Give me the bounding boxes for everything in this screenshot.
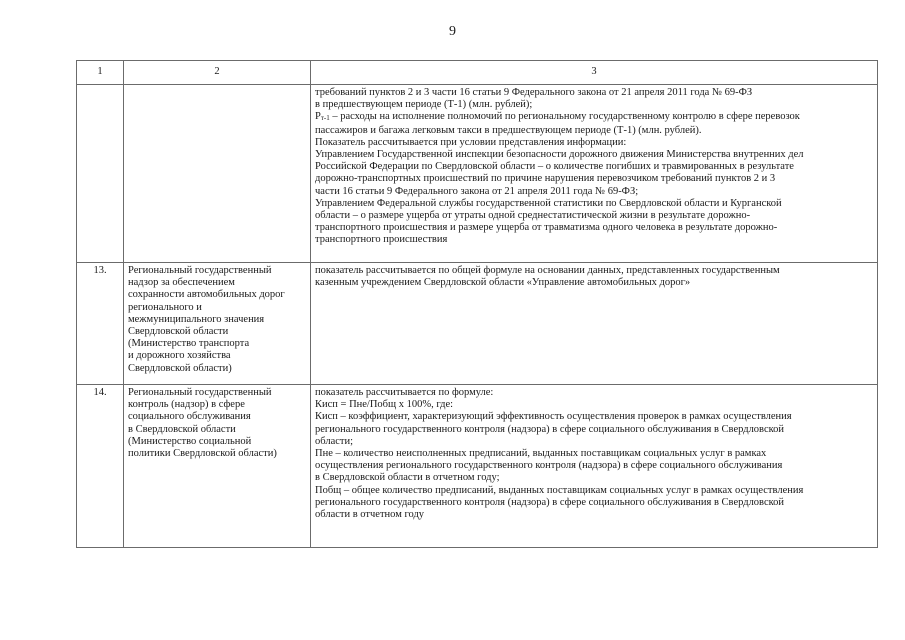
column-header: 1 [77, 61, 124, 85]
description-line: показатель рассчитывается по общей формуле на основании данных, представленных государственным [315, 265, 780, 276]
symbol-base: Р [315, 111, 321, 123]
description-line: дорожно-транспортных происшествий по причине нарушения перевозчиком требований пунктов 2 и 3 [315, 173, 776, 185]
symbol-definition: – расходы на исполнение полномочий по региональному государственному контролю в сфере перевозок [329, 111, 800, 123]
row-number [77, 85, 124, 263]
name-line: Региональный государственный [128, 387, 272, 398]
description-line: Побщ – общее количество предписаний, выданных поставщикам социальных услуг в рамках осуществления [315, 484, 804, 496]
page-number: 9 [449, 24, 456, 39]
description-line: области; [315, 435, 354, 447]
table-header-row [77, 61, 878, 85]
symbol-subscript: т-1 [320, 114, 330, 123]
name-line: Свердловской области) [128, 362, 232, 374]
description-line: регионального государственного контроля (надзора) в сфере социального обслуживания в Свердловской [315, 496, 785, 508]
column-header: 3 [311, 61, 878, 85]
description-line [315, 111, 873, 124]
description-line: области – о размере ущерба от утраты одной среднестатистической жизни в результате дорожно- [315, 210, 751, 222]
name-line: (Министерство транспорта [128, 338, 250, 350]
table-row [77, 85, 878, 263]
name-line: (Министерство социальной [128, 435, 252, 447]
description-line: Пне – количество неисполненных предписаний, выданных поставщикам социальных услуг в рамках [315, 448, 767, 460]
row-description [311, 263, 878, 385]
row-name [124, 85, 311, 263]
name-line: политики Свердловской области) [128, 448, 277, 460]
description-line: Управлением Государственной инспекции безопасности дорожного движения Министерства внутренних дел [315, 149, 804, 161]
description-line: осуществления регионального государственного контроля (надзора) в сфере социального обслуживания [315, 460, 783, 472]
description-line: в Свердловской области в отчетном году; [315, 472, 500, 484]
description-line: Управлением Федеральной службы государственной статистики по Свердловской области и Курганской [315, 197, 782, 209]
name-line: социального обслуживания [128, 411, 251, 423]
name-line: Свердловской области [128, 326, 229, 338]
name-line: и дорожного хозяйства [128, 350, 231, 362]
name-line: межмуниципального значения [128, 313, 265, 325]
name-line: в Свердловской области [128, 423, 236, 435]
column-header: 2 [124, 61, 311, 85]
table-row [77, 263, 878, 385]
table-row [77, 385, 878, 548]
description-line: Показатель рассчитывается при условии представления информации: [315, 136, 627, 148]
description-line: Кисп – коэффициент, характеризующий эффективность осуществления проверок в рамках осуществления [315, 411, 792, 423]
name-line: регионального и [128, 301, 202, 313]
description-line: регионального государственного контроля (надзора) в сфере социального обслуживания в Свердловской [315, 423, 785, 435]
row-description [311, 85, 878, 263]
description-line: части 16 статьи 9 Федерального закона от 21 апреля 2011 года № 69-ФЗ; [315, 185, 639, 197]
row-number: 13. [77, 263, 124, 385]
description-line: области в отчетном году [315, 509, 425, 521]
indicator-table [76, 60, 878, 548]
description-line: требований пунктов 2 и 3 части 16 статьи 9 Федерального закона от 21 апреля 2011 года № 69-ФЗ [315, 87, 753, 98]
row-name [124, 263, 311, 385]
description-line: транспортного происшествия [315, 234, 448, 246]
description-line: Российской Федерации по Свердловской области – о количестве погибших и травмированных в результате [315, 161, 794, 173]
description-line: транспортного происшествия и размере ущерба от травматизма одного человека в результате дорожно- [315, 222, 778, 234]
description-line: казенным учреждением Свердловской области «Управление автомобильных дорог» [315, 277, 691, 289]
row-description [311, 385, 878, 548]
name-line: надзор за обеспечением [128, 277, 235, 289]
name-line: контроль (надзор) в сфере [128, 399, 245, 411]
description-line: в предшествующем периоде (Т-1) (млн. рублей); [315, 99, 533, 111]
name-line: сохранности автомобильных дорог [128, 289, 285, 301]
description-line: пассажиров и багажа легковым такси в предшествующем периоде (Т-1) (млн. рублей). [315, 124, 702, 136]
row-name [124, 385, 311, 548]
row-number: 14. [77, 385, 124, 548]
description-line: Кисп = Пне/Побщ x 100%, где: [315, 399, 454, 411]
description-line: показатель рассчитывается по формуле: [315, 387, 494, 398]
name-line: Региональный государственный [128, 265, 272, 276]
